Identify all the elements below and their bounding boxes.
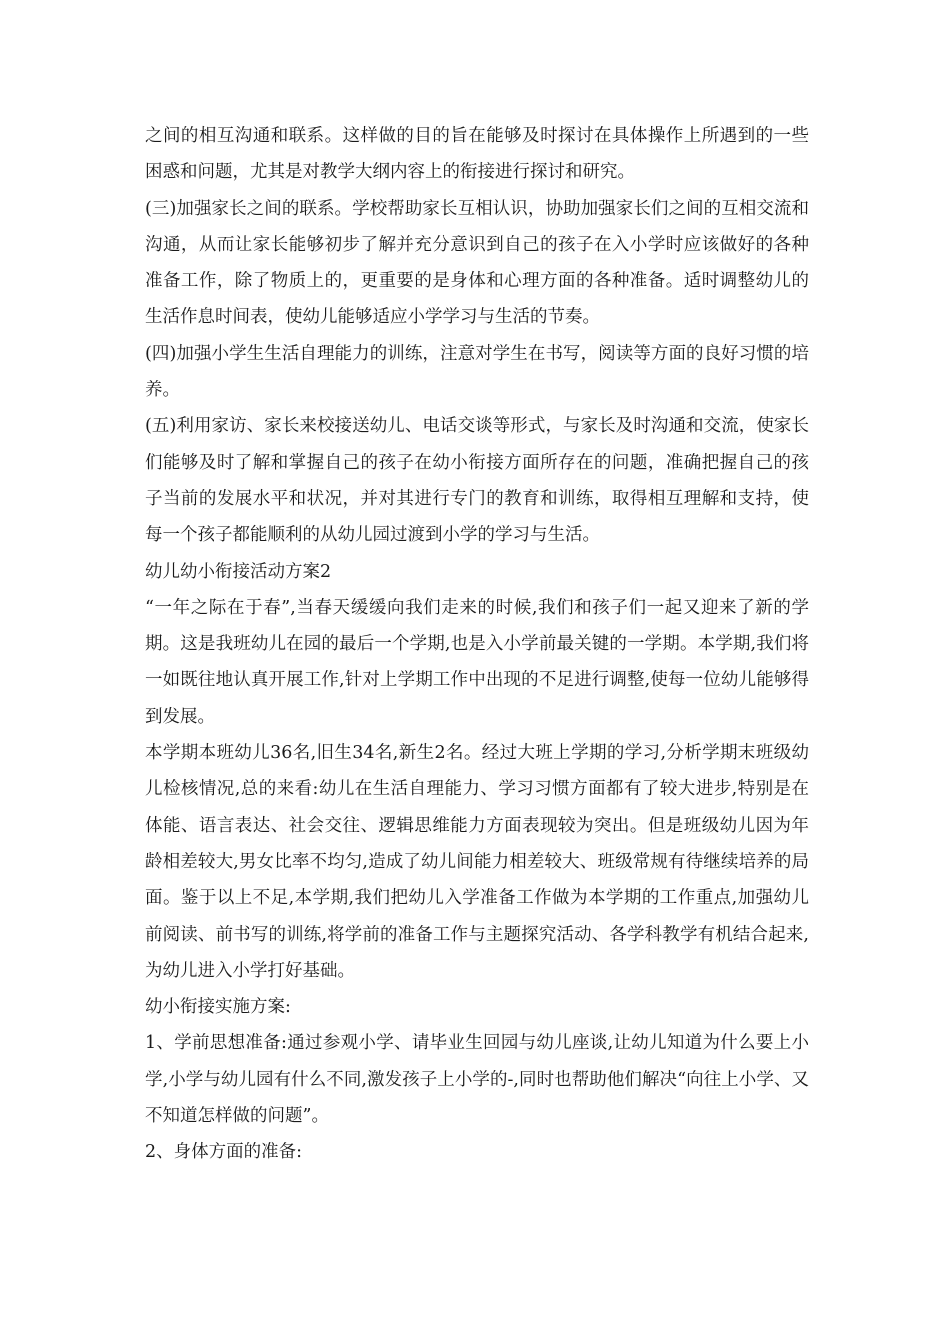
paragraph-plan-1: 1、学前思想准备:通过参观小学、请毕业生回园与幼儿座谈,让幼儿知道为什么要上小学,小学与幼儿园有什么不同,激发孩子上小学的-,同时也帮助他们解决“向往上小学、又不知道怎样做的问题”。 <box>145 1033 809 1127</box>
paragraph-intro: “一年之际在于春”,当春天缓缓向我们走来的时候,我们和孩子们一起又迎来了新的学期。这是我班幼儿在园的最后一个学期,也是入小学前最关键的一学期。本学期,我们将一如既往地认真开展工作,针对上学期工作中出现的不足进行调整,使每一位幼儿能够得到发展。 <box>145 597 809 727</box>
paragraph-item-3: (三)加强家长之间的联系。学校帮助家长互相认识，协助加强家长们之间的互相交流和沟通，从而让家长能够初步了解并充分意识到自己的孩子在入小学时应该做好的各种准备工作，除了物质上的，更重要的是身体和心理方面的各种准备。适时调整幼儿的生活作息时间表，使幼儿能够适应小学学习与生活的节奏。 <box>145 198 809 328</box>
paragraph-plan-2: 2、身体方面的准备: <box>145 1142 303 1163</box>
document-body <box>145 118 809 1171</box>
paragraph-continuation: 之间的相互沟通和联系。这样做的目的旨在能够及时探讨在具体操作上所遇到的一些困惑和问题，尤其是对教学大纲内容上的衔接进行探讨和研究。 <box>145 126 809 183</box>
paragraph-item-4: (四)加强小学生生活自理能力的训练，注意对学生在书写，阅读等方面的良好习惯的培养。 <box>145 343 809 401</box>
paragraph-class-status: 本学期本班幼儿36名,旧生34名,新生2名。经过大班上学期的学习,分析学期末班级幼儿检核情况,总的来看:幼儿在生活自理能力、学习习惯方面都有了较大进步,特别是在体能、语言表达、社会交往、逻辑思维能力方面表现较为突出。但是班级幼儿因为年龄相差较大,男女比率不均匀,造成了幼儿间能力相差较大、班级常规有待继续培养的局面。鉴于以上不足,本学期,我们把幼儿入学准备工作做为本学期的工作重点,加强幼儿前阅读、前书写的训练,将学前的准备工作与主题探究活动、各学科教学有机结合起来,为幼儿进入小学打好基础。 <box>145 743 809 981</box>
paragraph-item-5: (五)利用家访、家长来校接送幼儿、电话交谈等形式，与家长及时沟通和交流，使家长们能够及时了解和掌握自己的孩子在幼小衔接方面所存在的问题，准确把握自己的孩子当前的发展水平和状况，并对其进行专门的教育和训练，取得相互理解和支持，使每一个孩子都能顺利的从幼儿园过渡到小学的学习与生活。 <box>145 416 809 546</box>
subsection-heading: 幼小衔接实施方案: <box>145 997 291 1018</box>
section-heading: 幼儿幼小衔接活动方案2 <box>145 561 332 582</box>
